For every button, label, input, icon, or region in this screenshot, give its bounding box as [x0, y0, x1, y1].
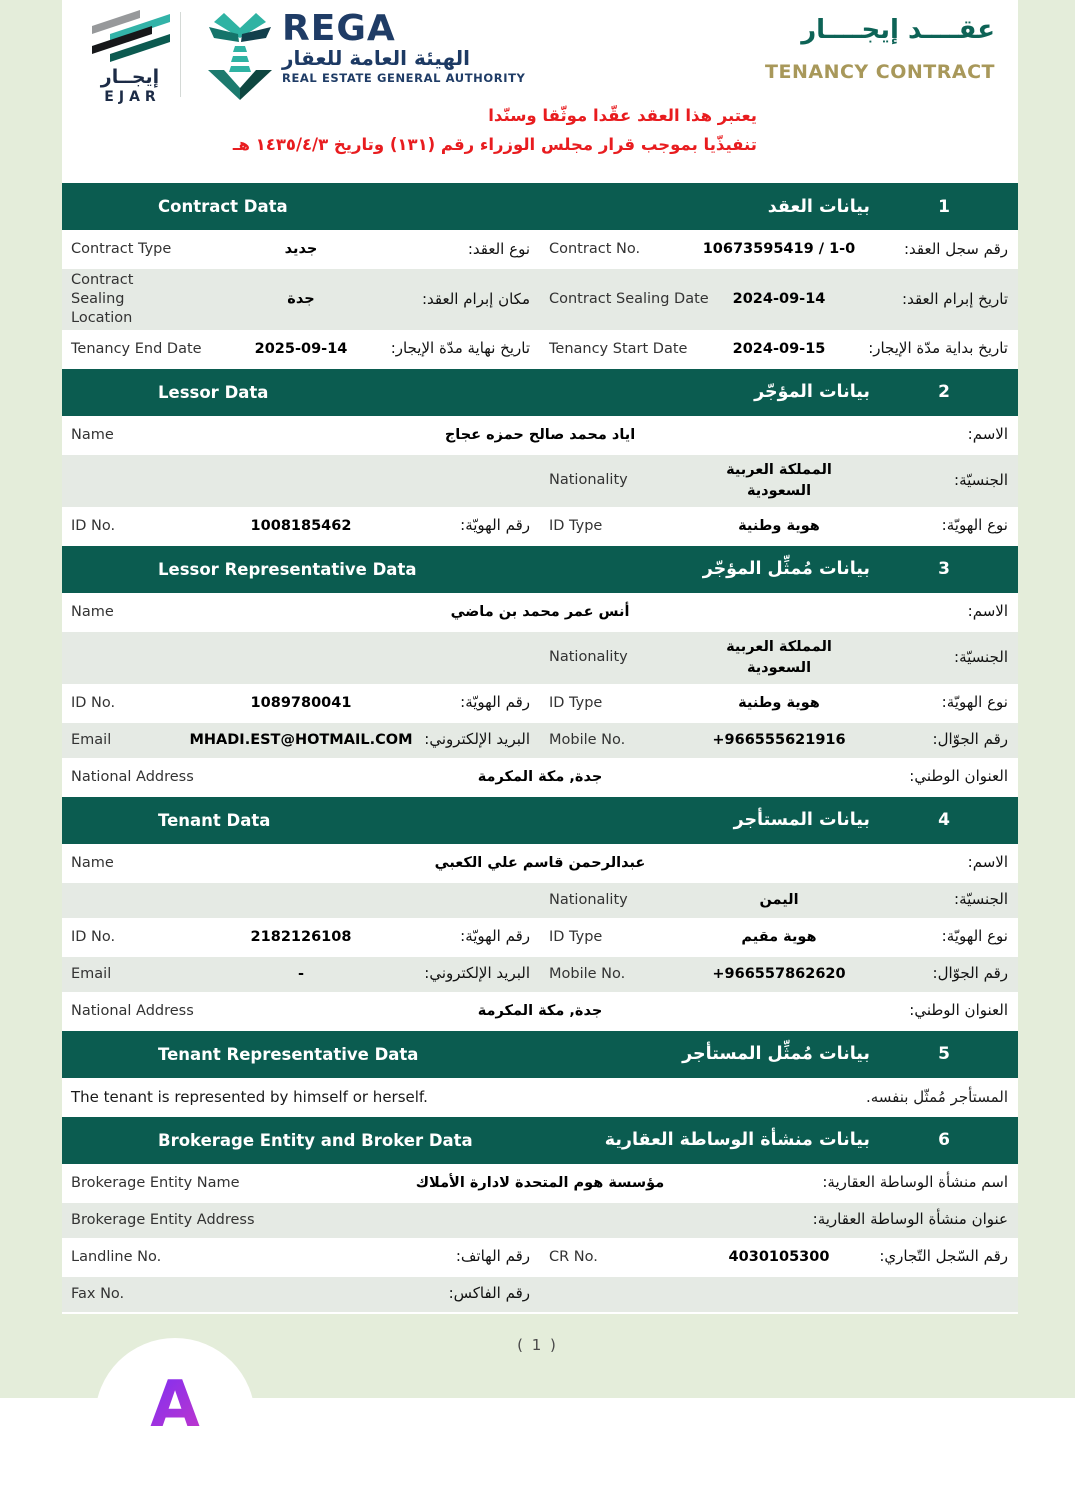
field-tenant-email: [62, 957, 540, 992]
field-label-ar: نوع الهويّة:: [941, 927, 1008, 946]
field-lessor-rep-nationality: [540, 632, 1018, 684]
field-label-ar: تاريخ إبرام العقد:: [902, 289, 1008, 308]
field-tenant-id-type: [540, 920, 1018, 955]
field-label-en: Email: [71, 965, 112, 982]
field-lessor-rep-national-address: [62, 760, 1018, 795]
field-lessor-rep-name: [62, 595, 1018, 630]
field-label-en: ID No.: [71, 517, 116, 534]
table-row: [62, 920, 1018, 957]
watermark-letter-icon: A: [150, 1368, 200, 1442]
legal-notice-line1: يعتبر هذا العقد عقّدا موثّقا وسنّدا: [488, 106, 757, 125]
field-value: 4030105300: [728, 1248, 830, 1265]
table-row: [62, 1203, 1018, 1240]
field-label-ar: العنوان الوطني:: [909, 1001, 1008, 1020]
table-row: [62, 846, 1018, 883]
field-brokerage-entity-name: [62, 1166, 1018, 1201]
section-title-ar: بيانات منشأة الوساطة العقارية: [604, 1130, 870, 1151]
field-label-en: Brokerage Entity Name: [71, 1174, 240, 1191]
contract-title-arabic: عقــــد إيجــــار: [801, 15, 995, 45]
field-label-en: Contract Sealing Location: [71, 272, 134, 326]
watermark-badge: [95, 1338, 255, 1498]
field-label-ar: نوع الهويّة:: [941, 516, 1008, 535]
field-value: هوية مقيم: [741, 928, 817, 945]
section-title-en: Lessor Representative Data: [158, 559, 417, 579]
field-label-ar: نوع الهويّة:: [941, 693, 1008, 712]
section-number: 6: [938, 1130, 950, 1151]
field-label-en: Brokerage Entity Address: [71, 1211, 255, 1228]
field-tenant-national-address: [62, 994, 1018, 1029]
field-label-en: Fax No.: [71, 1285, 125, 1302]
header-divider: [180, 12, 181, 97]
table-row: [62, 509, 1018, 546]
table-row: [62, 957, 1018, 994]
field-value: +966557862620: [712, 965, 846, 982]
section-tenant-data: [62, 797, 1018, 1031]
field-label-ar: الاسم:: [967, 425, 1008, 444]
table-row: [62, 760, 1018, 797]
field-label-en: ID Type: [549, 694, 603, 711]
field-value: 1089780041: [250, 694, 352, 711]
field-label-ar: الجنسيّة:: [954, 647, 1008, 666]
section-1-header: [62, 183, 1018, 230]
field-value: جدة, مكة المكرمة: [477, 1002, 603, 1019]
section-3-header: [62, 546, 1018, 593]
field-label-ar: نوع العقد:: [467, 239, 530, 258]
section-title-en: Lessor Data: [158, 382, 269, 402]
section-4-header: [62, 797, 1018, 844]
section-lessor-representative-data: [62, 546, 1018, 797]
field-label-ar: الاسم:: [967, 602, 1008, 621]
field-fax-no: [62, 1277, 540, 1312]
legal-notice: [233, 101, 757, 159]
field-value: MHADI.EST@HOTMAIL.COM: [189, 731, 413, 748]
field-label-en: Name: [71, 854, 114, 871]
field-label-en: Nationality: [549, 649, 628, 666]
section-title-ar: بيانات العقد: [767, 196, 870, 217]
ejar-logo-arabic: إيجــار: [100, 66, 160, 88]
field-label-en: Tenancy End Date: [71, 340, 202, 357]
field-label-en: ID Type: [549, 517, 603, 534]
table-row: [62, 269, 1018, 332]
section-title-ar: بيانات المؤجّر: [754, 382, 870, 403]
field-tenancy-start-date: [540, 332, 1018, 367]
table-row: [62, 418, 1018, 455]
section-title-en: Contract Data: [158, 197, 288, 216]
field-label-ar: الاسم:: [967, 853, 1008, 872]
field-label-ar: رقم الجوّال:: [932, 964, 1008, 983]
table-row: [62, 686, 1018, 723]
field-label-ar: البريد الإلكتروني:: [424, 964, 530, 983]
field-value: جدة, مكة المكرمة: [477, 768, 603, 785]
section-6-header: [62, 1117, 1018, 1164]
field-label-ar: الجنسيّة:: [954, 470, 1008, 489]
field-value: أنس عمر محمد بن ماضي: [450, 603, 630, 620]
table-row: [62, 232, 1018, 269]
field-label-ar: العنوان الوطني:: [909, 767, 1008, 786]
field-value: 10673595419 / 1-0: [702, 240, 856, 257]
table-row: [62, 1240, 1018, 1277]
field-label-en: Mobile No.: [549, 965, 626, 982]
field-label-en: National Address: [71, 768, 194, 785]
empty-cell: [62, 455, 540, 507]
field-tenant-mobile: [540, 957, 1018, 992]
field-label-ar: مكان إبرام العقد:: [421, 289, 530, 308]
field-label-en: ID No.: [71, 928, 116, 945]
field-value: 1008185462: [250, 517, 352, 534]
field-tenancy-end-date: [62, 332, 540, 367]
section-2-header: [62, 369, 1018, 416]
rega-latin-name: REAL ESTATE GENERAL AUTHORITY: [282, 71, 526, 86]
section-number: 3: [938, 559, 950, 580]
section-brokerage-data: [62, 1117, 1018, 1314]
field-contract-type: [62, 232, 540, 267]
field-lessor-id-type: [540, 509, 1018, 544]
field-label-ar: رقم سجل العقد:: [903, 239, 1008, 258]
field-label-ar: رقم الهويّة:: [460, 693, 530, 712]
field-value: هوية وطنية: [738, 694, 820, 711]
ejar-logo: [80, 8, 180, 105]
field-label-en: Nationality: [549, 891, 628, 908]
field-value: 2024-09-15: [732, 340, 826, 357]
section-number: 4: [938, 810, 950, 831]
field-label-en: ID Type: [549, 928, 603, 945]
field-value: جديد: [284, 240, 318, 257]
table-row: [62, 1166, 1018, 1203]
section-number: 2: [938, 382, 950, 403]
field-value: اياد محمد صالح حمزه عجاج: [444, 426, 636, 443]
field-value: جدة: [287, 290, 315, 307]
contract-title-block: [765, 16, 995, 83]
field-label-ar: رقم الفاكس:: [448, 1284, 530, 1303]
field-lessor-rep-id-type: [540, 686, 1018, 721]
section-title-en: Tenant Data: [158, 810, 271, 830]
empty-cell: [62, 632, 540, 684]
table-row: [62, 883, 1018, 920]
field-value: -: [297, 965, 305, 982]
section-title-en: Brokerage Entity and Broker Data: [158, 1130, 473, 1150]
section-title-ar: بيانات مُمثِّل المستأجر: [682, 1044, 870, 1065]
field-label-en: Contract No.: [549, 241, 641, 258]
field-label-en: Contract Type: [71, 241, 172, 258]
field-lessor-id-no: [62, 509, 540, 544]
table-row: [62, 455, 1018, 509]
field-label-en: Name: [71, 426, 114, 443]
section-5-header: [62, 1031, 1018, 1078]
ejar-logo-icon: [84, 8, 176, 62]
ejar-logo-latin: EJAR: [104, 89, 161, 105]
field-lessor-rep-email: [62, 723, 540, 758]
section-title-en: Tenant Representative Data: [158, 1044, 419, 1064]
field-brokerage-entity-address: [62, 1203, 1018, 1238]
table-row: [62, 994, 1018, 1031]
field-label-en: Email: [71, 731, 112, 748]
field-sealing-location: [62, 269, 540, 330]
field-contract-no: [540, 232, 1018, 267]
field-landline-no: [62, 1240, 540, 1275]
section-tenant-representative-data: [62, 1031, 1018, 1117]
field-label-ar: رقم الهويّة:: [460, 927, 530, 946]
field-value: 2024-09-14: [732, 290, 826, 307]
field-lessor-name: [62, 418, 1018, 453]
contract-title-english: TENANCY CONTRACT: [765, 60, 995, 83]
section-title-ar: بيانات المستأجر: [733, 810, 870, 831]
rega-logo: [204, 8, 525, 100]
section-number: 1: [938, 196, 950, 217]
field-lessor-rep-id-no: [62, 686, 540, 721]
field-label-en: Nationality: [549, 472, 628, 489]
rega-logo-text: [282, 8, 526, 86]
field-value: المملكة العربية السعودية: [726, 461, 832, 499]
statement-ar: المستأجر مُمثّل بنفسه.: [865, 1088, 1008, 1107]
empty-cell: [62, 883, 540, 918]
field-label-ar: رقم السّجل التّجاري:: [879, 1247, 1008, 1266]
field-tenant-id-no: [62, 920, 540, 955]
section-contract-data: [62, 183, 1018, 369]
field-label-ar: الجنسيّة:: [954, 890, 1008, 909]
rega-arabic-name: الهيئة العامة للعقار: [282, 46, 471, 71]
field-label-ar: عنوان منشأة الوساطة العقارية:: [812, 1210, 1008, 1229]
field-value: هوية وطنية: [738, 517, 820, 534]
field-label-ar: رقم الهاتف:: [455, 1247, 530, 1266]
table-row: [62, 723, 1018, 760]
field-value: المملكة العربية السعودية: [726, 638, 832, 676]
tenant-self-representation-statement: [62, 1080, 1018, 1115]
field-label-en: Name: [71, 603, 114, 620]
document-header: [62, 0, 1018, 183]
field-label-ar: اسم منشأة الوساطة العقارية:: [822, 1173, 1008, 1192]
field-label-ar: البريد الإلكتروني:: [424, 730, 530, 749]
field-label-ar: رقم الهويّة:: [460, 516, 530, 535]
field-value: +966555621916: [712, 731, 846, 748]
section-number: 5: [938, 1044, 950, 1065]
field-lessor-nationality: [540, 455, 1018, 507]
legal-notice-line2: تنفيذّيا بموجب قرار مجلس الوزراء رقم (١٣١) وتاريخ ١٤٣٥/٤/٣ هـ: [232, 135, 757, 154]
table-row: [62, 632, 1018, 686]
table-row: [62, 1277, 1018, 1314]
table-row: [62, 1080, 1018, 1117]
page-number: ( 1 ): [517, 1336, 558, 1354]
field-value: 2025-09-14: [254, 340, 348, 357]
table-row: [62, 595, 1018, 632]
field-label-ar: رقم الجوّال:: [932, 730, 1008, 749]
table-row: [62, 332, 1018, 369]
field-lessor-rep-mobile: [540, 723, 1018, 758]
field-tenant-nationality: [540, 883, 1018, 918]
tenancy-contract-document: [62, 0, 1018, 1312]
field-value: اليمن: [759, 891, 799, 908]
field-label-en: Mobile No.: [549, 731, 626, 748]
field-tenant-name: [62, 846, 1018, 881]
field-label-en: Landline No.: [71, 1248, 162, 1265]
field-label-ar: تاريخ بداية مدّة الإيجار:: [868, 339, 1008, 358]
field-value: عبدالرحمن قاسم علي الكعبي: [434, 854, 646, 871]
section-lessor-data: [62, 369, 1018, 546]
field-label-en: ID No.: [71, 694, 116, 711]
field-label-en: CR No.: [549, 1248, 598, 1265]
field-label-ar: تاريخ نهاية مدّة الإيجار:: [390, 339, 530, 358]
field-value: مؤسسة هوم المتحدة لادارة الأملاك: [415, 1174, 665, 1191]
statement-en: The tenant is represented by himself or herself.: [71, 1088, 428, 1107]
field-label-en: Contract Sealing Date: [549, 290, 709, 307]
field-label-en: Tenancy Start Date: [549, 340, 688, 357]
rega-wordmark: REGA: [282, 8, 396, 49]
field-value: 2182126108: [250, 928, 352, 945]
field-label-en: National Address: [71, 1002, 194, 1019]
section-title-ar: بيانات مُمثِّل المؤجّر: [702, 559, 870, 580]
field-cr-no: [540, 1240, 1018, 1275]
empty-cell: [540, 1277, 1018, 1312]
rega-palm-icon: [204, 8, 276, 100]
field-sealing-date: [540, 269, 1018, 330]
